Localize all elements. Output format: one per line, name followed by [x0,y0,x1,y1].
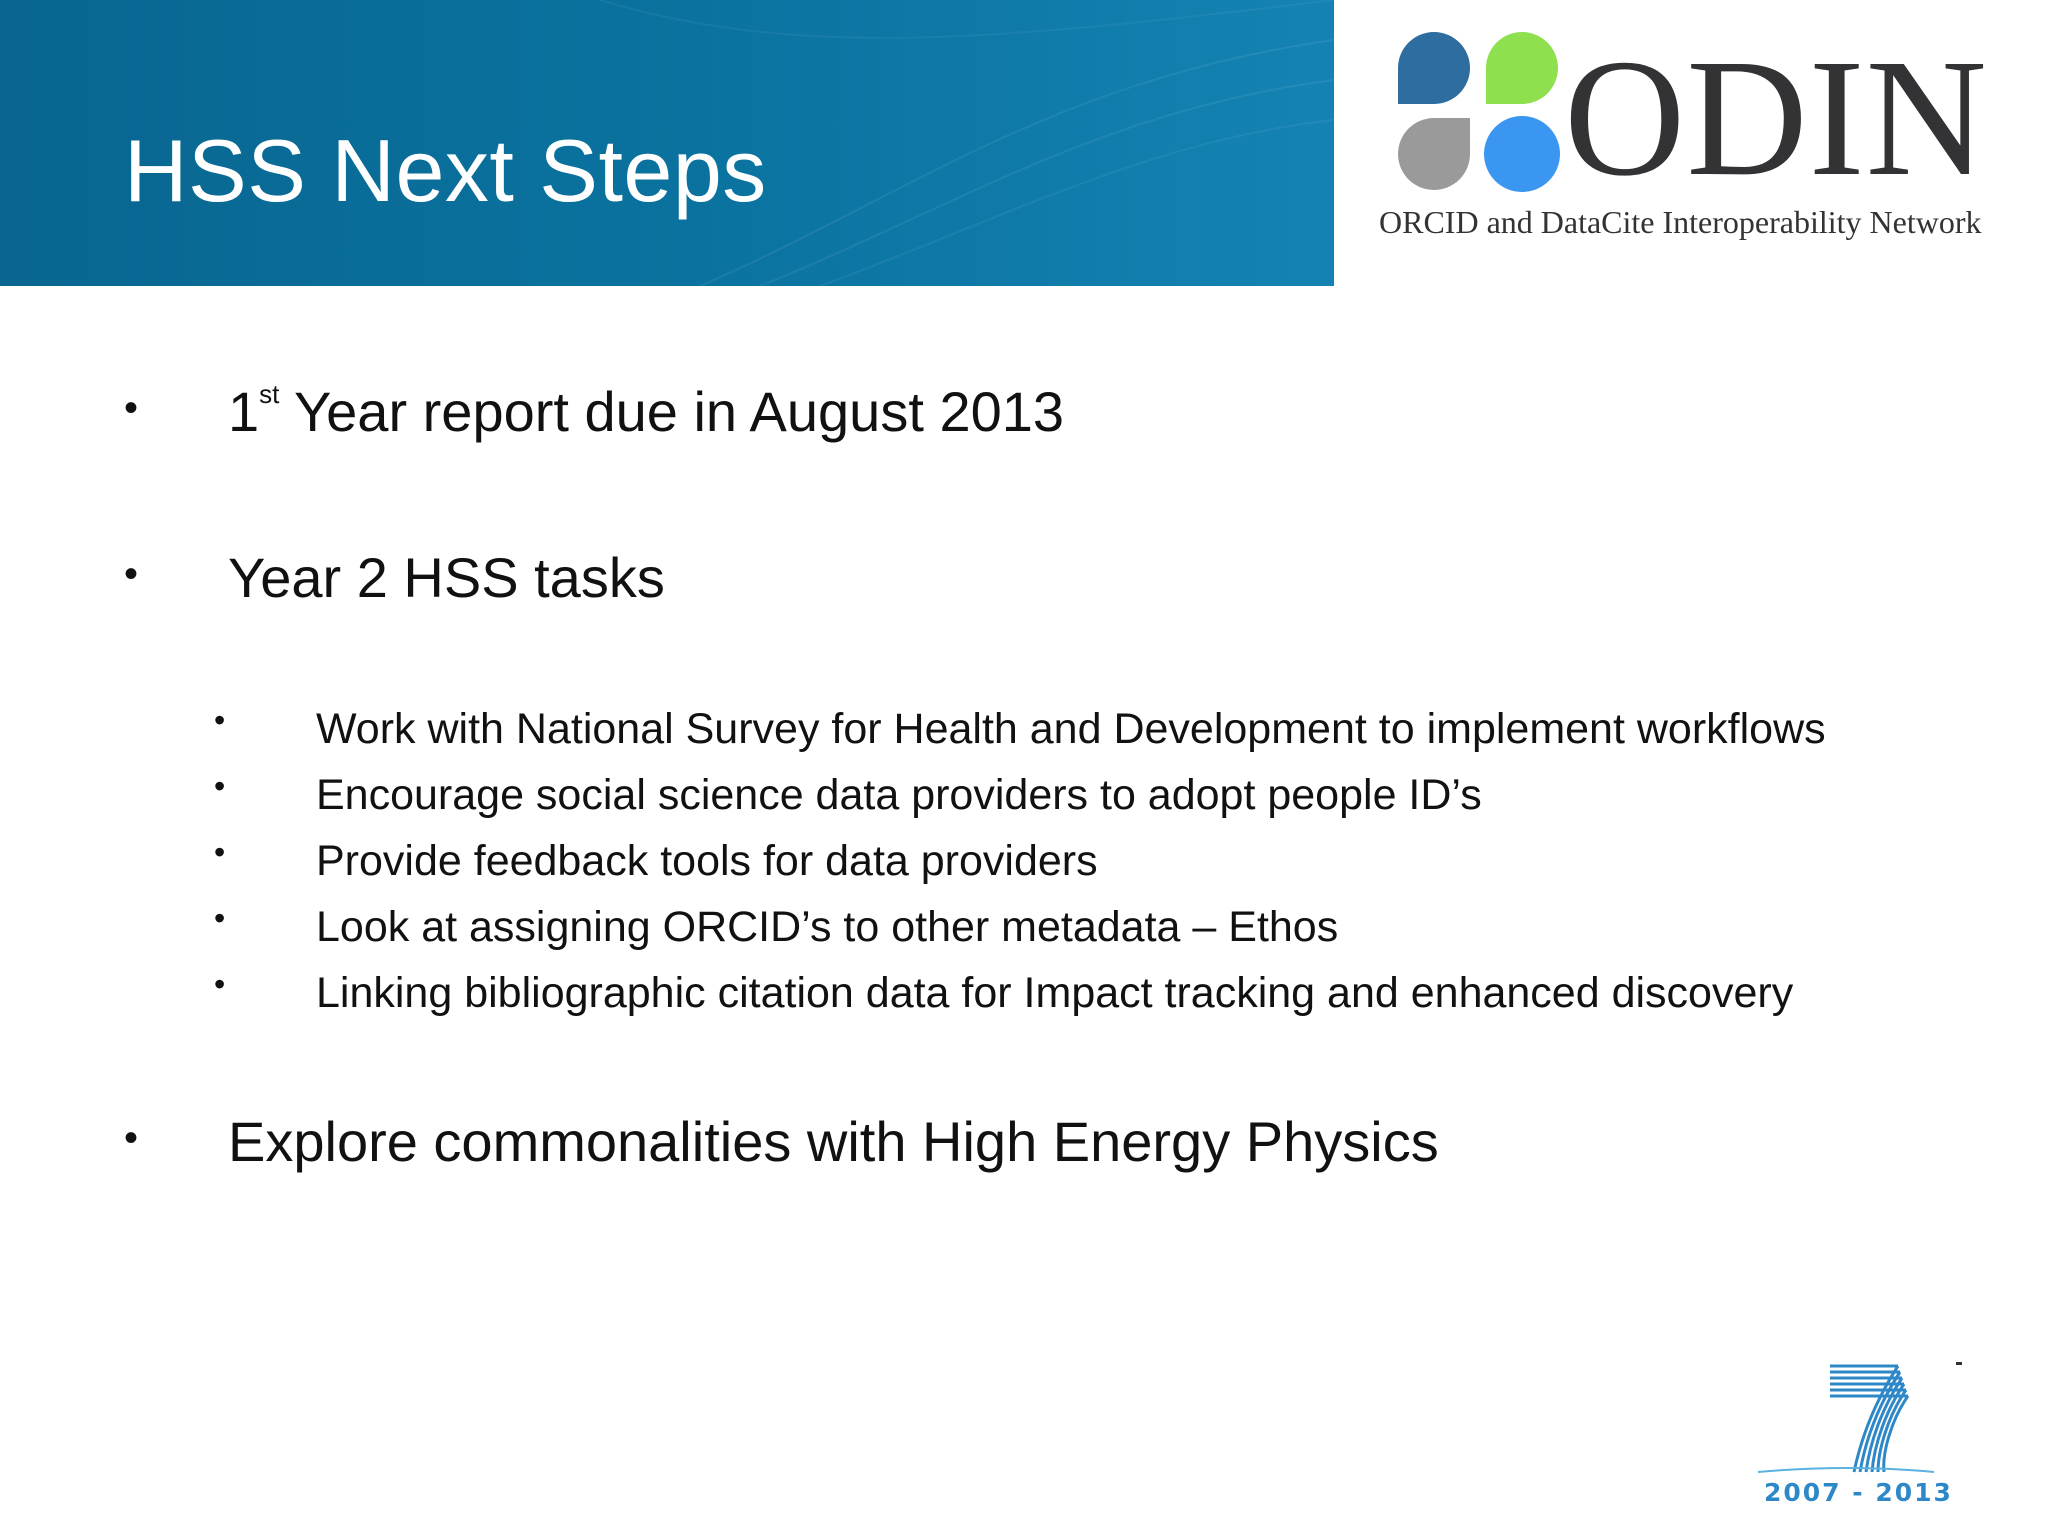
bullet-dot: • [214,900,226,936]
fp7-years: 2007 - 2013 [1764,1478,1953,1507]
bullet-dot: • [124,386,139,430]
sub-bullet-text: Encourage social science data providers to adopt people ID’s [316,771,1482,819]
bullet-dot: • [124,552,139,596]
bullet-text: Year 2 HSS tasks [228,546,665,609]
ordinal-suffix: st [259,379,280,409]
fp7-seven-icon [1748,1354,1954,1484]
bullet-dot: • [214,768,226,804]
bullet-text: Explore commonalities with High Energy Physics [228,1110,1439,1173]
bullet-dot: • [214,702,226,738]
sub-bullet-text: Provide feedback tools for data providers [316,837,1098,885]
sub-bullet-text: Linking bibliographic citation data for Impact tracking and enhanced discovery [316,969,1794,1017]
decorative-mark [1956,1362,1962,1365]
sub-bullet-text: Work with National Survey for Health and Development to implement workflows [316,705,1826,753]
fp7-logo [1748,1354,1954,1514]
ordinal-number: 1 [228,380,260,443]
slide-title: HSS Next Steps [124,121,767,220]
odin-wordmark: ODIN [1564,25,1988,211]
bullet-dot: • [124,1116,139,1160]
bullet-dot: • [214,834,226,870]
sub-bullet-text: Look at assigning ORCID’s to other metadata – Ethos [316,903,1339,951]
odin-tagline: ORCID and DataCite Interoperability Network [1379,204,1982,240]
bullet-dot: • [214,966,226,1002]
bullet-text: Year report due in August 2013 [279,380,1065,443]
